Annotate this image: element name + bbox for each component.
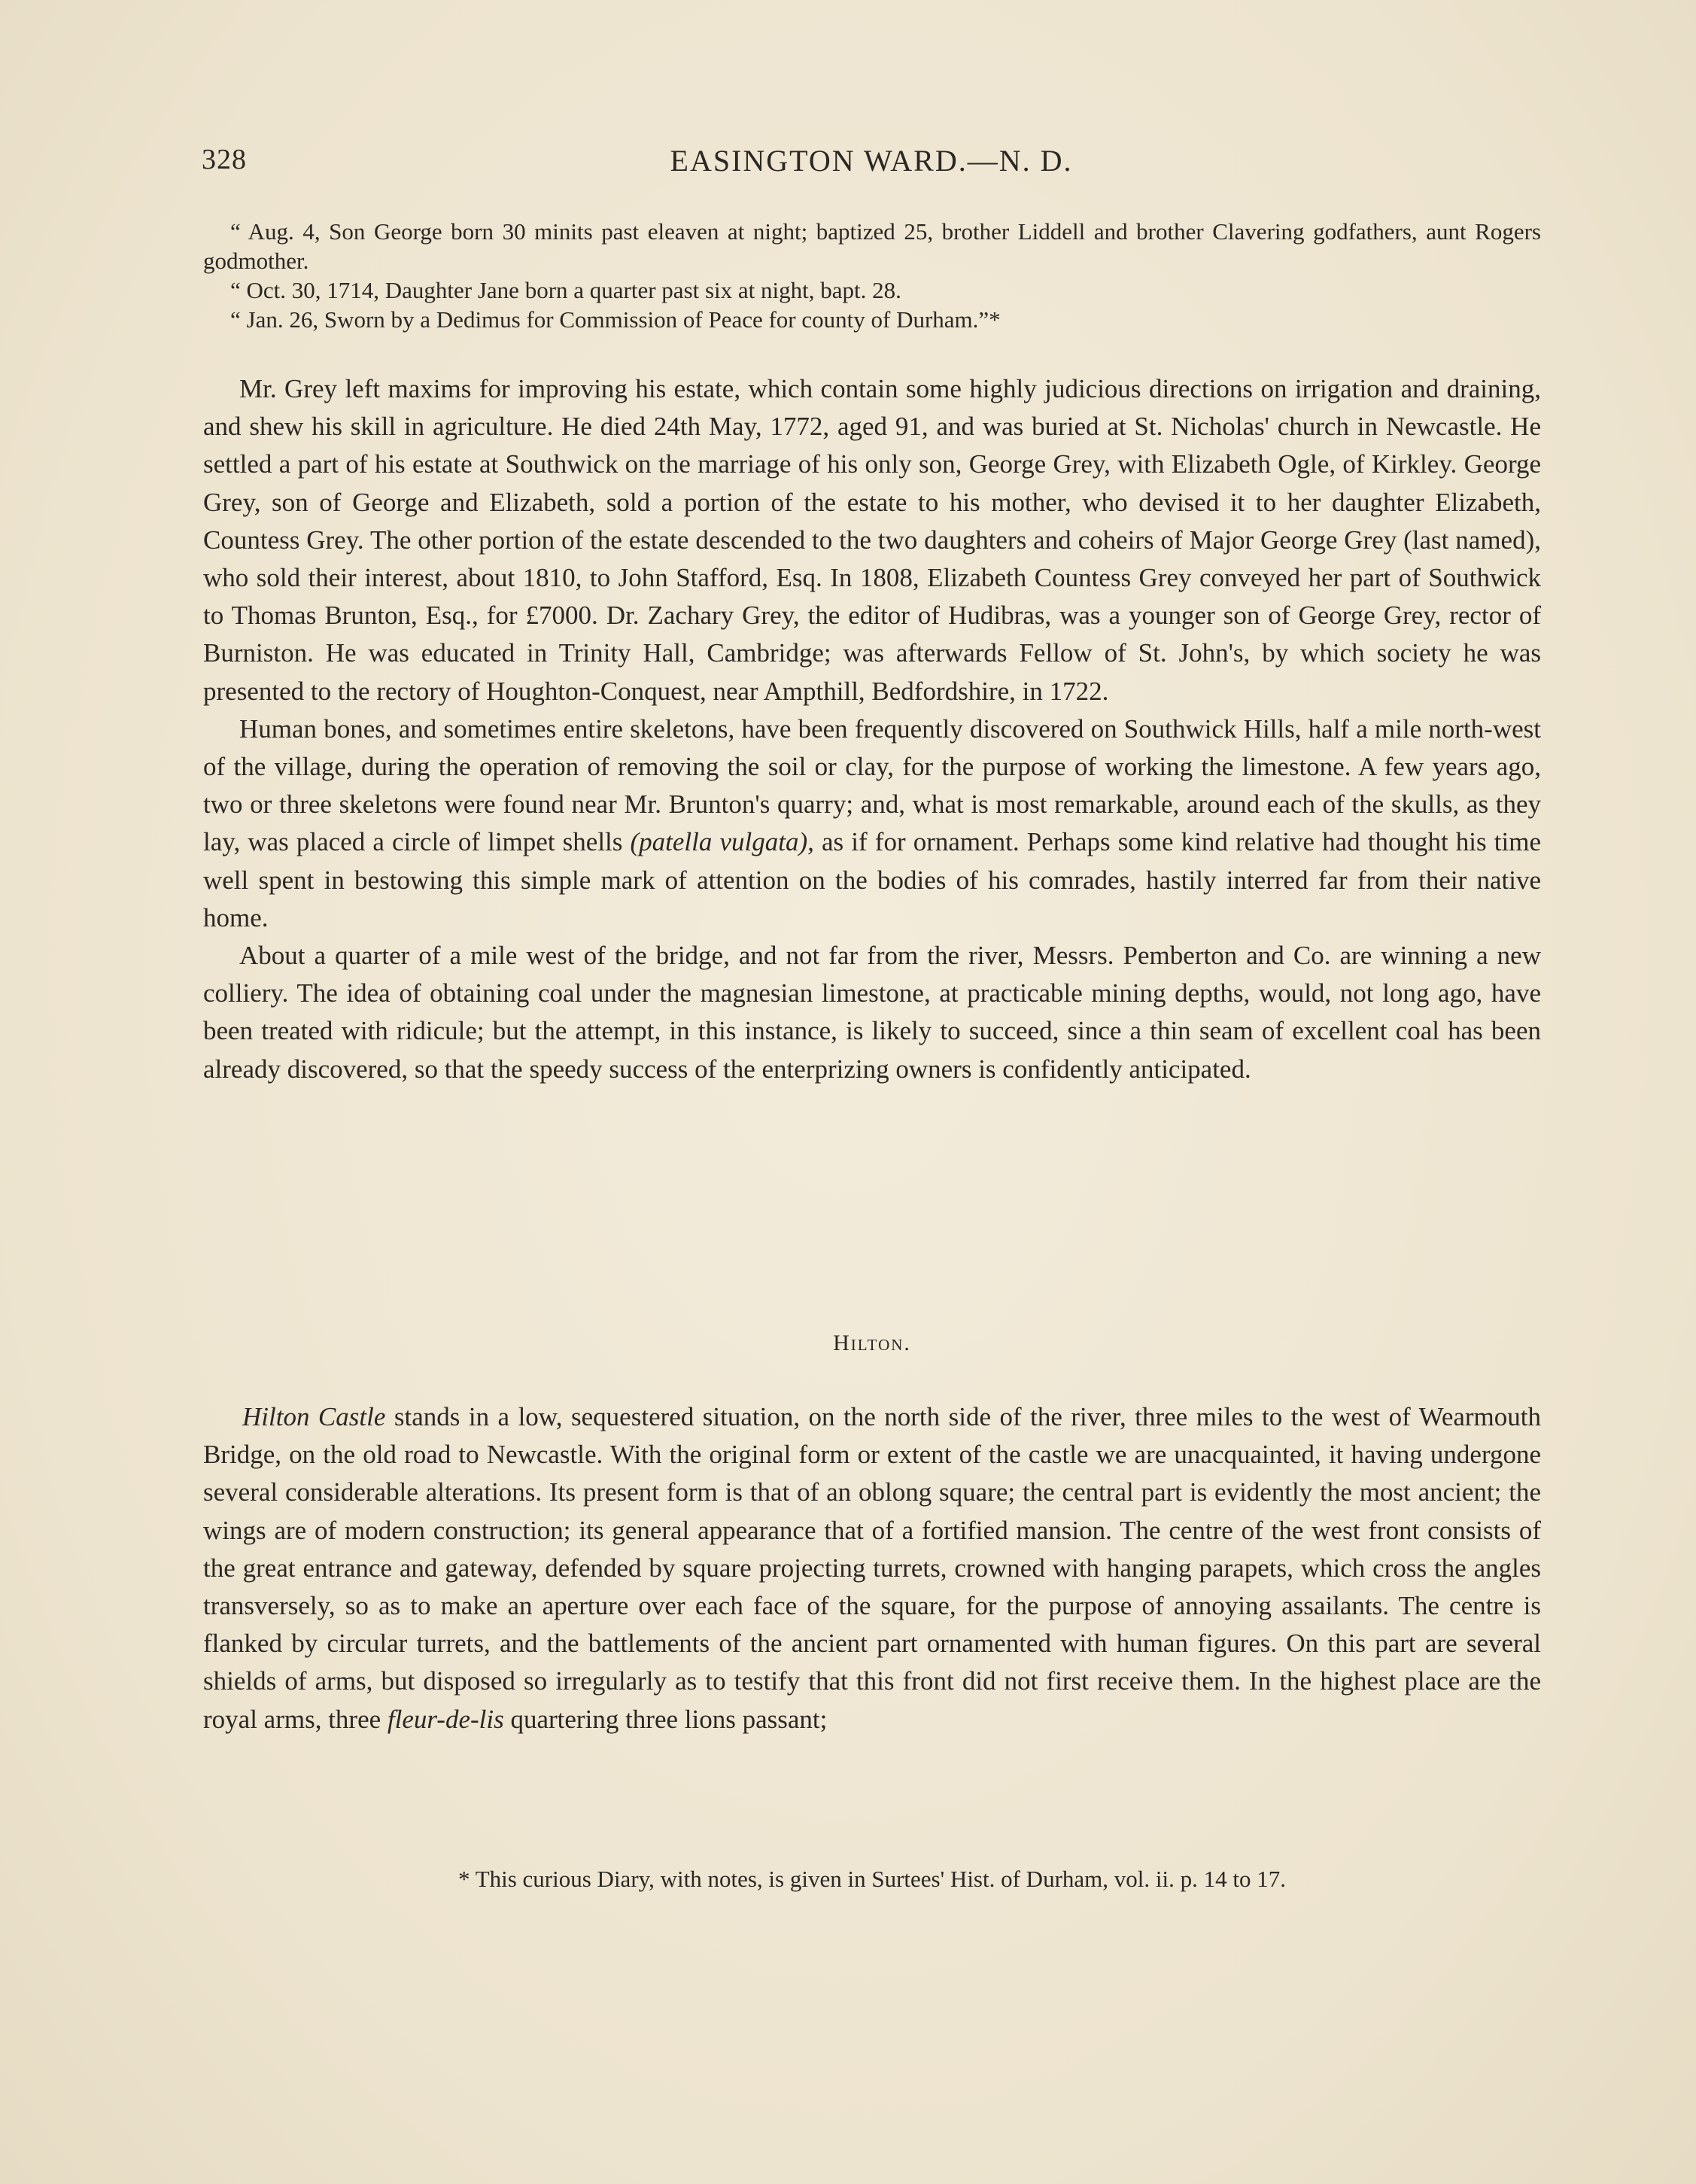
paragraph-hilton-castle (203, 1398, 1541, 1738)
section-heading-hilton: Hilton. (833, 1331, 911, 1355)
paragraph-text: as if for ornament. Perhaps some kind relative had thought his time well spent in bestowing this simple mark of attention on the bodies of his comrades, hastily interred far from their native home. (203, 827, 1541, 932)
main-text (203, 370, 1541, 1088)
page-header (202, 143, 1541, 185)
running-title: EASINGTON WARD.—N. D. (670, 144, 1073, 178)
footnote: * This curious Diary, with notes, is given in Surtees' Hist. of Durham, vol. ii. p. 14 to 17. (458, 1866, 1286, 1892)
paragraph-text: Human bones, and sometimes entire skeletons, have been frequently discovered on Southwick Hills, half a mile north-west of the village, during the operation of removing the soil or clay, for the purpose of working the limestone. A few years ago, two or three skeletons were found near Mr. Brunton's quarry; and, what is most remarkable, around each of the skulls, as they lay, was placed a circle of limpet shells (203, 713, 1541, 857)
paragraph-colliery: About a quarter of a mile west of the bridge, and not far from the river, Messrs. Pemberton and Co. are winning a new colliery. The idea of obtaining coal under the magnesian limestone, at practicable mining depths, would, not long ago, have been treated with ridicule; but the attempt, in this instance, is likely to succeed, since a thin seam of excellent coal has been already discovered, so that the speedy success of the enterprizing owners is confidently anticipated. (203, 941, 1541, 1084)
paragraph-text: quartering three lions passant; (503, 1704, 828, 1734)
diary-extract (203, 217, 1541, 334)
diary-entry: “ Oct. 30, 1714, Daughter Jane born a quarter past six at night, bapt. 28. (230, 277, 901, 303)
paragraph-text: stands in a low, sequestered situation, on the north side of the river, three miles to the west of Wearmouth Bridge, on the old road to Newcastle. With the original form or extent of the castle we are unacquainted, it having undergone several considerable alterations. Its present form is that of an oblong square; the central part is evidently the most ancient; the wings are of modern construction; its general appearance that of a fortified mansion. The centre of the west front consists of the great entrance and gateway, defended by square projecting turrets, crowned with hanging parapets, which cross the angles transversely, so as to make an aperture over each face of the square, for the purpose of annoying assailants. The centre is flanked by circular turrets, and the battlements of the ancient part ornamented with human figures. On this part are several shields of arms, but disposed so irregularly as to testify that this front did not first receive them. In the highest place are the royal arms, three (203, 1402, 1541, 1734)
diary-entry: “ Aug. 4, Son George born 30 minits past eleaven at night; baptized 25, brother Liddell and brother Clavering godfathers, aunt Rogers godmother. (203, 218, 1541, 274)
diary-entry: “ Jan. 26, Sworn by a Dedimus for Commission of Peace for county of Durham.”* (230, 306, 1001, 333)
page-number: 328 (202, 144, 247, 175)
paragraph-human-bones (203, 710, 1541, 937)
paragraph-grey-estate: Mr. Grey left maxims for improving his estate, which contain some highly judicious directions on irrigation and draining, and shew his skill in agriculture. He died 24th May, 1772, aged 91, and was buried at St. Nicholas' church in Newcastle. He settled a part of his estate at Southwick on the marriage of his only son, George Grey, with Elizabeth Ogle, of Kirkley. George Grey, son of George and Elizabeth, sold a portion of the estate to his mother, who devised it to her daughter Elizabeth, Countess Grey. The other portion of the estate descended to the two daughters and coheirs of Major George Grey (last named), who sold their interest, about 1810, to John Stafford, Esq. In 1808, Elizabeth Countess Grey conveyed her part of Southwick to Thomas Brunton, Esq., for £7000. Dr. Zachary Grey, the editor of Hudibras, was a younger son of George Grey, rector of Burniston. He was educated in Trinity Hall, Cambridge; was afterwards Fellow of St. John's, by which society he was presented to the rectory of Houghton-Conquest, near Ampthill, Bedfordshire, in 1722. (203, 374, 1541, 706)
italic-term: fleur-de-lis (387, 1704, 504, 1734)
hilton-section-text (203, 1398, 1541, 1738)
italic-lead: Hilton Castle (242, 1402, 386, 1431)
latin-name: (patella vulgata), (630, 827, 814, 857)
